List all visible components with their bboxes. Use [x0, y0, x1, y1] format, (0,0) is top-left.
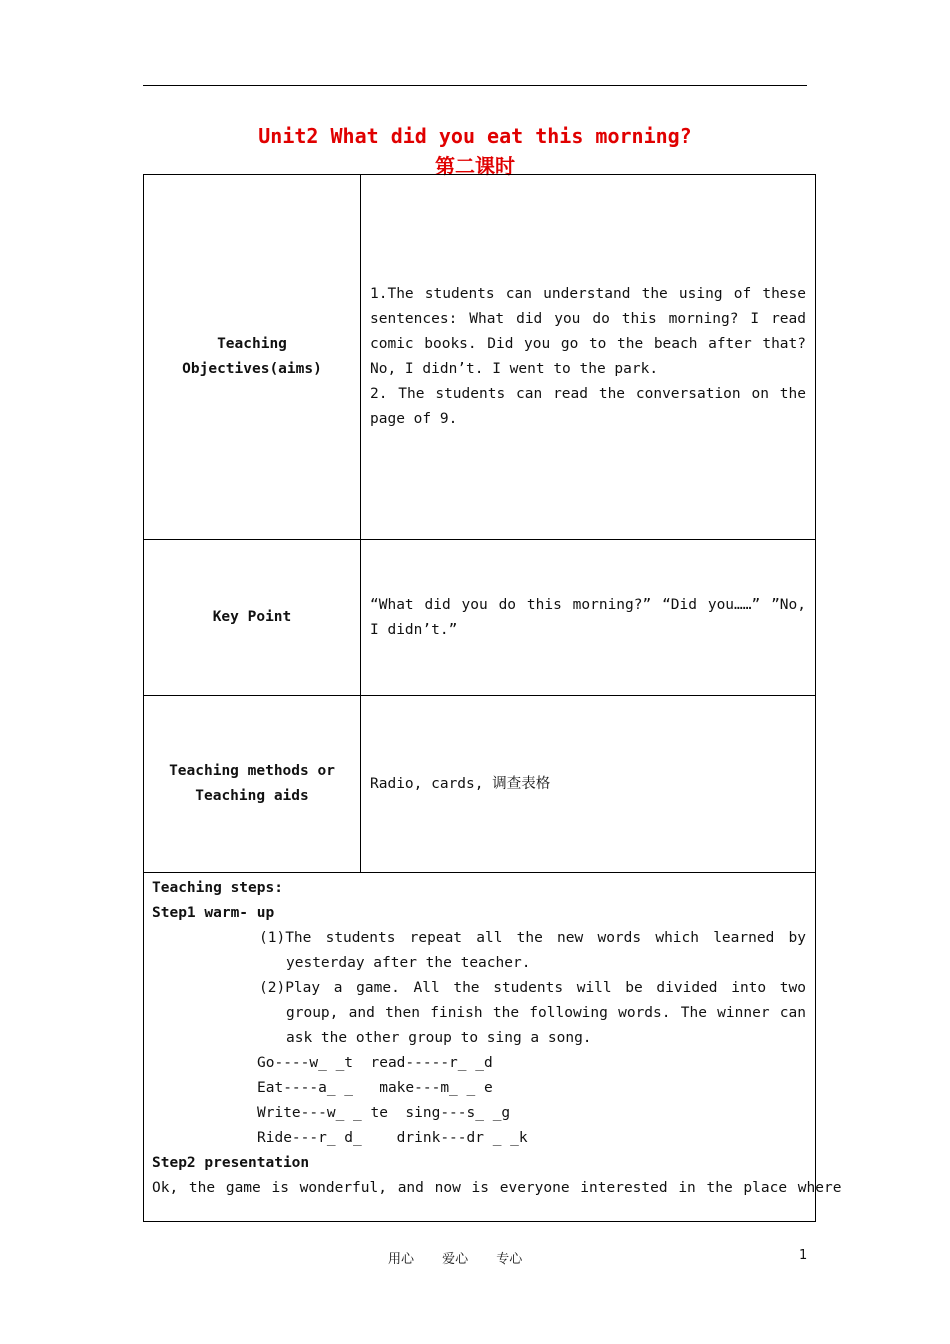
drill-line: Go----w_ _t read-----r_ _d: [257, 1055, 493, 1071]
step2-title: Step2 presentation: [152, 1155, 310, 1171]
steps-row: [144, 873, 816, 1222]
key-point-row: [144, 540, 816, 696]
objective-item-2: 2. The students can read the conversation on the page of 9.: [370, 386, 806, 427]
lesson-plan-table: [143, 174, 842, 1222]
methods-row: [144, 696, 816, 873]
step2-text: Ok, the game is wonderful, and now is everyone interested in the place where: [152, 1180, 842, 1196]
drill-line: Write---w_ _ te sing---s_ _g: [257, 1105, 511, 1121]
methods-label: Teaching methods or Teaching aids: [144, 696, 361, 873]
drill-line: Eat----a_ _ make---m_ _ e: [257, 1080, 493, 1096]
key-point-content: “What did you do this morning?” “Did you……” ”No, I didn’t.”: [361, 540, 816, 696]
footer-motto: 用心 爱心 专心: [388, 1252, 523, 1267]
teaching-steps-cell: [144, 873, 842, 1222]
key-point-label: Key Point: [144, 540, 361, 696]
step1-item-1: (1)The students repeat all the new words which learned by yesterday after the teacher.: [259, 930, 806, 971]
objectives-label: Teaching Objectives(aims): [144, 175, 361, 540]
step1-title: Step1 warm- up: [152, 905, 275, 921]
objective-item-1: 1.The students can understand the using of these sentences: What did you do this morning? I read comic books. Did you go to the beach after that? No, I didn’t. I went to the park.: [370, 286, 806, 377]
document-subtitle: 第二课时: [435, 154, 515, 178]
objectives-content: [361, 175, 816, 540]
step1-item-2: (2)Play a game. All the students will be divided into two group, and then finish the following words. The winner can ask the other group to sing a song.: [259, 980, 806, 1046]
methods-content: Radio, cards, 调查表格: [361, 696, 816, 873]
objectives-row: [144, 175, 816, 540]
header-rule: [143, 85, 807, 86]
page-number: 1: [799, 1248, 808, 1263]
drill-line: Ride---r_ d_ drink---dr _ _k: [257, 1130, 528, 1146]
document-title: Unit2 What did you eat this morning?: [258, 124, 692, 148]
steps-heading: Teaching steps:: [152, 880, 283, 896]
